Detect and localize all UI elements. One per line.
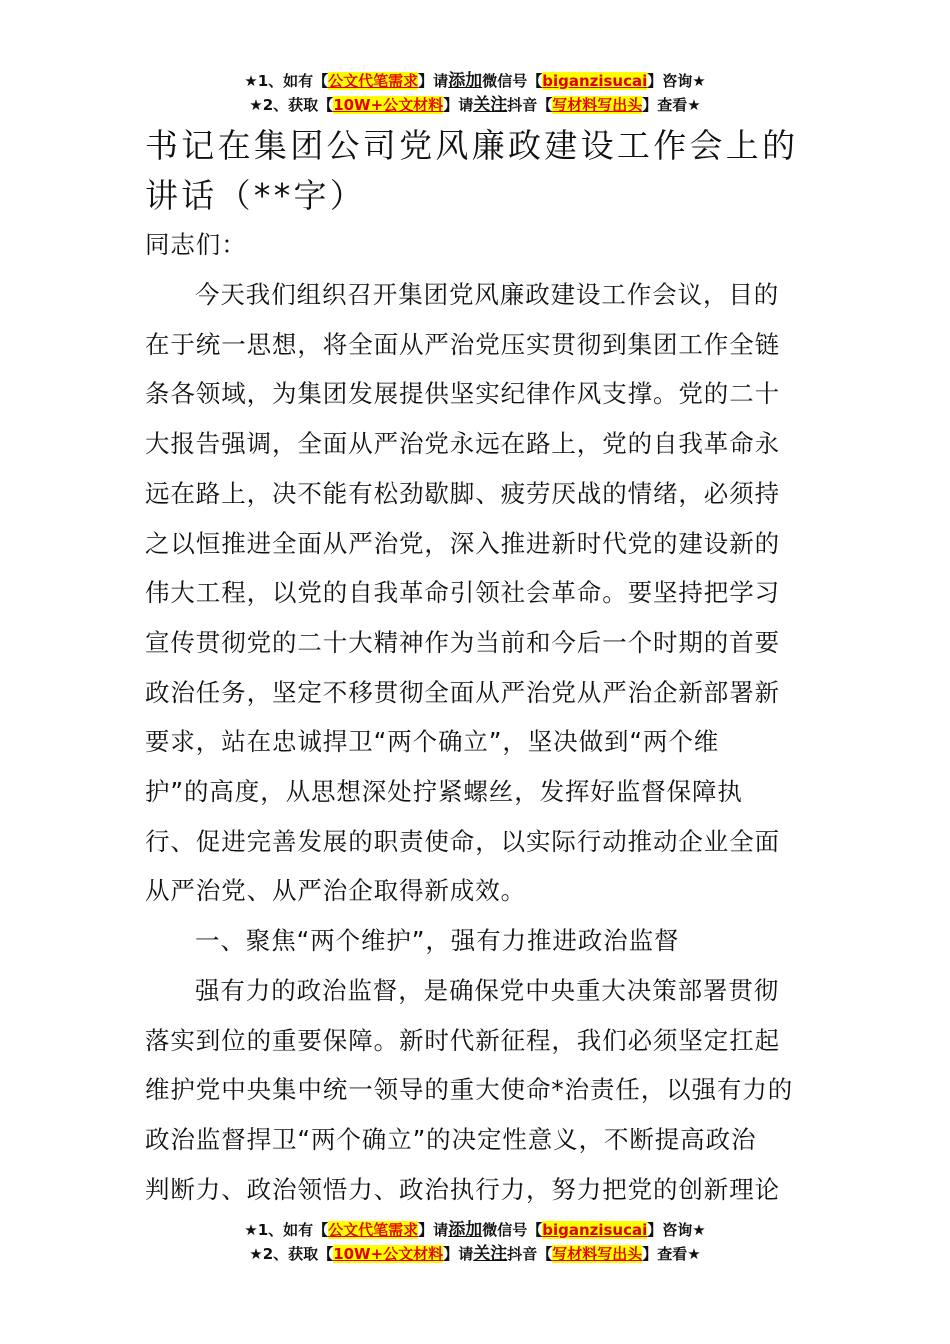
promo-line2-f: 写材料写出头 <box>552 1245 643 1263</box>
promo-line2-g: 】查看★ <box>642 96 701 114</box>
promo-line1-b: 公文代笔需求 <box>328 72 419 90</box>
promo-line1-d: 添加 <box>448 71 483 91</box>
title-line-2: 讲话（**字） <box>145 176 367 215</box>
body-line: 维护党中央集中统一领导的重大使命*治责任，以强有力的 <box>145 1075 794 1105</box>
body-line: 远在路上，决不能有松劲歇脚、疲劳厌战的情绪，必须持 <box>145 478 780 508</box>
promo-line1-c: 】请 <box>418 1221 449 1239</box>
promo-line2-e: 抖音【 <box>507 96 553 114</box>
body-line: 条各领域，为集团发展提供坚实纪律作风支撑。党的二十 <box>145 379 780 409</box>
body-line: 从严治党、从严治企取得新成效。 <box>145 876 526 906</box>
body-line: 之以恒推进全面从严治党，深入推进新时代党的建设新的 <box>145 528 780 558</box>
body-line: 护”的高度，从思想深处拧紧螺丝，发挥好监督保障执 <box>145 777 743 806</box>
promo-line2-e: 抖音【 <box>507 1245 553 1263</box>
promo-line1 <box>0 1219 950 1241</box>
body-line: 政治任务，坚定不移贯彻全面从严治党从严治企新部署新 <box>145 677 780 707</box>
promo-line2-f: 写材料写出头 <box>552 96 643 114</box>
body-line: 宣传贯彻党的二十大精神作为当前和今后一个时期的首要 <box>145 627 780 657</box>
body-line: 伟大工程，以党的自我革命引领社会革命。要坚持把学习 <box>145 578 780 608</box>
promo-line2 <box>0 94 950 116</box>
promo-line2-c: 】请 <box>443 1245 474 1263</box>
promo-line2-d: 关注 <box>473 95 508 115</box>
promo-line2-a: ★2、获取【 <box>249 1245 334 1263</box>
promo-line1-g: 】咨询★ <box>647 1221 706 1239</box>
promo-line1-a: ★1、如有【 <box>244 72 329 90</box>
promo-line1-c: 】请 <box>418 72 449 90</box>
promo-line1 <box>0 70 950 92</box>
title-line-1: 书记在集团公司党风廉政建设工作会上的 <box>145 126 799 165</box>
body-line: 要求，站在忠诚捍卫“两个确立”，坚决做到“两个维 <box>145 727 720 757</box>
promo-line1-a: ★1、如有【 <box>244 1221 329 1239</box>
body-line: 行、促进完善发展的职责使命，以实际行动推动企业全面 <box>145 826 780 856</box>
promo-line1-f: biganzisucai <box>542 72 648 90</box>
body-line: 政治监督捍卫“两个确立”的决定性意义，不断提高政治 <box>145 1124 757 1154</box>
promo-line1-d: 添加 <box>448 1220 483 1240</box>
promo-line1-b: 公文代笔需求 <box>328 1221 419 1239</box>
body-line: 今天我们组织召开集团党风廉政建设工作会议，目的 <box>195 280 780 309</box>
promo-line2-d: 关注 <box>473 1244 508 1264</box>
promo-line2-c: 】请 <box>443 96 474 114</box>
body-line: 强有力的政治监督，是确保党中央重大决策部署贯彻 <box>195 975 780 1005</box>
promo-line2-b: 10W+公文材料 <box>333 1245 444 1263</box>
promo-line2-g: 】查看★ <box>642 1245 701 1263</box>
promo-line1-e: 微信号【 <box>482 1221 543 1239</box>
body-line: 在于统一思想，将全面从严治党压实贯彻到集团工作全链 <box>145 329 780 359</box>
salutation: 同志们： <box>145 230 247 259</box>
promo-line2-b: 10W+公文材料 <box>333 96 444 114</box>
body-line: 落实到位的重要保障。新时代新征程，我们必须坚定扛起 <box>145 1025 780 1055</box>
section-heading: 一、聚焦“两个维护”，强有力推进政治监督 <box>195 926 680 956</box>
promo-line1-f: biganzisucai <box>542 1221 648 1239</box>
body-line: 判断力、政治领悟力、政治执行力，努力把党的创新理论 <box>145 1174 780 1204</box>
promo-line1-e: 微信号【 <box>482 72 543 90</box>
body-line: 大报告强调，全面从严治党永远在路上，党的自我革命永 <box>145 429 780 459</box>
promo-line2 <box>0 1243 950 1265</box>
promo-line2-a: ★2、获取【 <box>249 96 334 114</box>
promo-line1-g: 】咨询★ <box>647 72 706 90</box>
